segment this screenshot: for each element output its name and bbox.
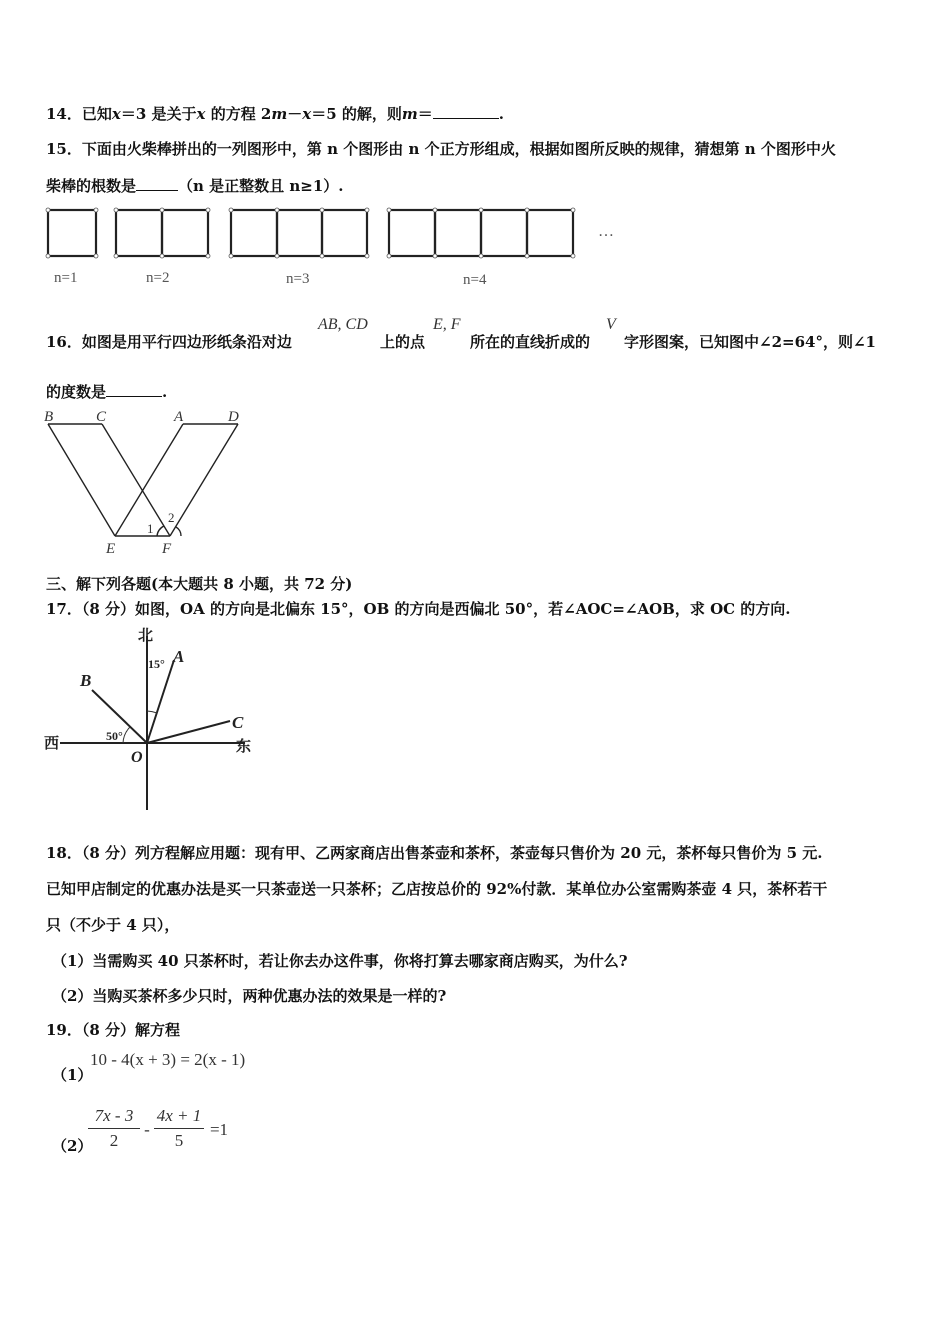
label-a: A [173,647,185,666]
east-label: 东 [236,739,252,755]
math-ab-cd: AB, CD [318,316,368,333]
label-o: O [131,749,143,766]
q19-part1-label: （1） [52,1066,93,1084]
equation-2 [88,1106,248,1158]
section-3-heading: 三、解下列各题(本大题共 8 小题，共 72 分) [46,575,353,593]
math-v: V [606,316,616,333]
question-14: 14．已知x＝3 是关于x 的方程 2m－x＝5 的解，则m＝ . [46,105,504,123]
ellipsis: … [598,223,614,240]
angle-50-label: 50° [106,729,123,743]
label-n3: n=3 [286,271,310,287]
question-16-part3: 所在的直线折成的 [470,333,591,351]
question-16-part2: 上的点 [380,333,426,351]
direction-figure [40,624,270,816]
question-18-line1: 18．（8 分）列方程解应用题：现有甲、乙两家商店出售茶壶和茶杯，茶壶每只售价为 20 元，茶杯每只售价为 5 元. [46,844,823,862]
question-17: 17．（8 分）如图，OA 的方向是北偏东 15°，OB 的方向是西偏北 50°，若∠AOC=∠AOB，求 OC 的方向. [46,600,791,618]
question-18-line2: 已知甲店制定的优惠办法是买一只茶壶送一只茶杯；乙店按总价的 92%付款．某单位办公室需购茶壶 4 只，茶杯若干 [46,880,828,898]
fig-label-e: E [106,541,116,557]
label-b: B [80,671,92,690]
q19-part2-label: （2） [52,1137,93,1155]
question-19-title: 19．（8 分）解方程 [46,1021,181,1039]
question-16-part4: 字形图案，已知图中∠2=64°，则∠1 [624,333,876,351]
answer-blank [433,104,499,119]
west-label: 西 [44,736,60,752]
label-n4: n=4 [463,272,487,288]
label-c: C [232,713,244,732]
question-18-sub1: （1）当需购买 40 只茶杯时，若让你去办这件事，你将打算去哪家商店购买，为什么? [52,952,628,970]
fig-label-d: D [228,409,239,425]
v-fold-figure [40,404,250,560]
matchstick-figure [40,200,640,292]
math-e-f: E, F [433,316,461,333]
answer-blank [106,382,162,397]
equals-one: =1 [209,1120,229,1139]
angle-1-label: 1 [147,521,154,536]
fig-label-b: B [44,409,54,425]
fig-label-a: A [174,409,184,425]
minus-sign: - [144,1120,150,1139]
question-18-line3: 只（不少于 4 只）， [46,916,180,934]
question-15-line1: 15．下面由火柴棒拼出的一列图形中，第 n 个图形由 n 个正方形组成，根据如图所反映的规律，猜想第 n 个图形中火 [46,140,836,158]
fig-label-c: C [96,409,107,425]
question-18-sub2: （2）当购买茶杯多少只时，两种优惠办法的效果是一样的? [52,987,447,1005]
question-16-part1: 16．如图是用平行四边形纸条沿对边 [46,333,292,351]
equation-1: 10 - 4(x + 3) = 2(x - 1) [90,1050,246,1069]
fig-label-f: F [162,541,172,557]
label-n1: n=1 [54,270,78,286]
label-n2: n=2 [146,270,170,286]
angle-15-label: 15° [148,657,165,671]
question-15-line2: 柴棒的根数是 （n 是正整数且 n≥1）. [46,177,344,195]
fraction-2: $\frac{4x + 1}{5}$ [154,1106,204,1151]
question-16-line2: 的度数是 . [46,383,168,401]
fraction-1: $\frac{7x - 3}{2}$ [88,1106,140,1151]
north-label: 北 [138,628,154,644]
answer-blank [136,176,178,191]
angle-2-label: 2 [168,510,175,525]
